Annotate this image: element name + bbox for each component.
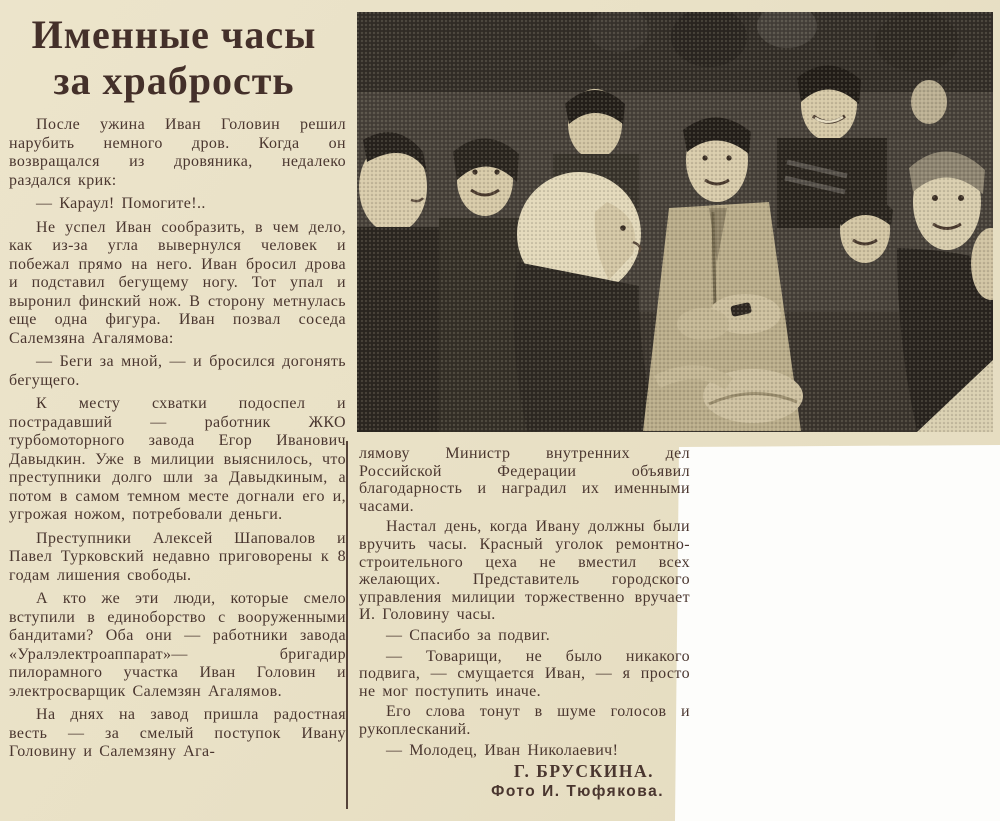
article-paragraph-dialogue: — Товарищи, не было никакого подвига, — смущается Иван, — я просто не мог поступить иначе. [359, 647, 690, 700]
news-photo [357, 12, 993, 432]
column-divider-rule [346, 441, 348, 809]
article-paragraph: После ужина Иван Головин решил нарубить немного дров. Когда он возвращался из дровяника, недалеко раздался крик: [9, 116, 346, 189]
article-headline [4, 12, 344, 104]
article-paragraph: Преступники Алексей Шаповалов и Павел Турковский недавно приговорены к 8 годам лишения свободы. [9, 529, 346, 584]
photo-halftone-illustration [357, 12, 993, 432]
article-paragraph-dialogue: — Караул! Помогите!.. [36, 195, 206, 212]
author-byline: Г. БРУСКИНА. [513, 761, 654, 782]
article-column-left [9, 116, 346, 767]
article-paragraph-continuation: лямову Министр внутренних дел Российской Федерации объявил благодарность и наградил их именными часами. [359, 445, 690, 515]
headline-line-1: Именные часы [31, 12, 317, 57]
article-paragraph: Настал день, когда Ивану должны были вручить часы. Красный уголок ремонтно-строительного цеха не вместил всех желающих. Представитель городского управления милиции торжественно вручает И. Головину часы. [359, 518, 690, 624]
article-paragraph: К месту схватки подоспел и пострадавший — работник ЖКО турбомоторного завода Егор Иванович Давыдкин. Уже в милиции выяснилось, что преступники долго шли за Давыдкиным, а потом в самом темном месте догнали его и, угрожая ножом, потребовали деньги. [9, 395, 346, 523]
article-paragraph-dialogue: — Беги за мной, — и бросился догонять бегущего. [9, 353, 346, 389]
article-paragraph: Не успел Иван сообразить, в чем дело, как из-за угла вывернулся человек и побежал прямо на него. Иван бросил дрова и подставил бегущему ногу. Тот упал и выронил финский нож. В сторону метнулась еще одна фигура. Иван позвал соседа Салемзяна Агалямова: [9, 218, 346, 347]
article-paragraph-dialogue: — Молодец, Иван Николаевич! [386, 741, 619, 759]
article-paragraph: Его слова тонут в шуме голосов и рукоплесканий. [359, 703, 690, 738]
article-column-right [359, 445, 690, 801]
headline-line-2: за храбрость [53, 58, 295, 103]
article-paragraph-dialogue: — Спасибо за подвиг. [386, 626, 551, 644]
article-paragraph: А кто же эти люди, которые смело вступили в единоборство с вооруженными бандитами? Оба они — работники завода «Уралэлектроаппарат»— бригадир пилорамного участка Иван Головин и электросварщик Салемзян Агалямов. [9, 590, 346, 700]
photo-credit: Фото И. Тюфякова. [491, 783, 664, 801]
article-paragraph: На днях на завод пришла радостная весть — за смелый поступок Ивану Головину и Салемзяну Ага- [9, 706, 346, 760]
